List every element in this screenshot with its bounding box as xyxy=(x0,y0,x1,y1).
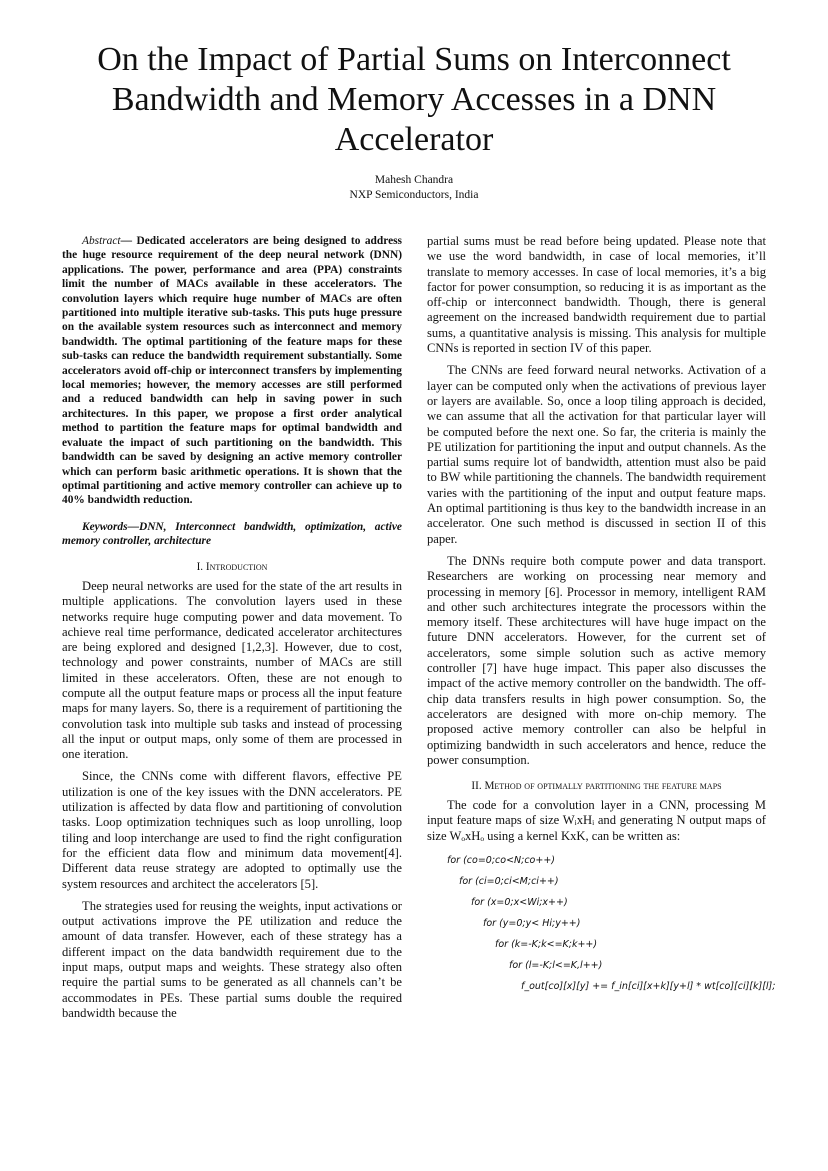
author-affiliation: NXP Semiconductors, India xyxy=(349,189,479,201)
method-paragraph: The code for a convolution layer in a CNN, processing M input feature maps of size WᵢxHᵢ and generating N output maps of size WₒxHₒ using a kernel KxK, can be written as: xyxy=(427,798,766,843)
code-line: for (y=0;y< Hi;y++) xyxy=(483,917,581,929)
code-listing xyxy=(427,850,776,997)
section-heading-method xyxy=(427,779,766,794)
section-title: Introduction xyxy=(205,560,268,573)
abstract-label: Abstract xyxy=(82,235,121,247)
keywords xyxy=(62,520,402,549)
body-paragraph: The CNNs are feed forward neural networks. Activation of a layer can be computed only when the activations of previous layer or layers are available. So, once a loop tiling approach is decided, we can assume that all the activation for that particular layer will be computed before the next one. So far, the criteria is mainly the PE utilization for partitioning the input and output channels. As the partial sums require lot of bandwidth, attention must also be paid to BW while partitioning the channels. The bandwidth requirement varies with the partitioning of the input and output feature maps. An optimal partitioning is thus key to the bandwidth increase in an accelerator. One such method is discussed in section II of this paper. xyxy=(427,363,766,546)
abstract-dash: — xyxy=(120,235,132,247)
keywords-label: Keywords— xyxy=(82,520,139,533)
code-line: f_out[co][x][y] += f_in[ci][x+k][y+l] * wt[co][ci][k][l]; xyxy=(521,980,776,992)
code-line: for (co=0;co<N;co++) xyxy=(447,854,555,866)
intro-paragraph: The strategies used for reusing the weights, input activations or output activations improve the PE utilization and reduce the amount of data transfer. However, each of these strategy has a different impact on the data bandwidth requirement due to the input maps, output maps and weights. These strategy also often require the partial sums to be generated as all channels can’t be accommodates in PEs. These partial sums double the required bandwidth because the xyxy=(62,898,402,1020)
body-paragraph: partial sums must be read before being updated. Please note that we use the word bandwidth, in case of local memories, it’ll translate to memory accesses. In case of local memories, it’s a big factor for power consumption, so reducing it is as important as the off-chip or interconnect bandwidth. Though, there is general agreement on the increased bandwidth requirement due to partial sums, a quantitative analysis is missing. This analysis for multiple CNNs is reported in section IV of this paper. xyxy=(427,234,766,356)
body-paragraph: The DNNs require both compute power and data transport. Researchers are working on processing near memory and processing in memory [6]. Processor in memory, intelligent RAM and other such architectures integrate the processors within the memory itself. These architectures will have huge impact on the future DNN accelerators. However, for the current set of accelerators, some simple solution such as active memory controller [7] have huge impact. This paper also discusses the impact of the active memory controller on the bandwidth. The off-chip data transfers results in high power consumption. So, the accelerators are designed with more on-chip memory. The proposed active memory controller can also be helpful in optimizing bandwidth in such accelerators and hence, reduce the power consumption. xyxy=(427,553,766,767)
code-line: for (x=0;x<Wi;x++) xyxy=(471,896,568,908)
right-column xyxy=(427,234,776,997)
abstract xyxy=(62,234,402,508)
section-title: Method of optimally partitioning the feature maps xyxy=(484,780,722,793)
section-number: II. xyxy=(471,780,482,793)
code-line: for (l=-K;l<=K,l++) xyxy=(509,959,603,971)
author-name: Mahesh Chandra xyxy=(374,174,454,186)
intro-paragraph: Deep neural networks are used for the state of the art results in multiple applications. The convolution layers used in these networks require huge computing power and data movement. To achieve real time performance, dedicated accelerator architectures are being explored and designed [1,2,3]. However, due to cost, technology and power constraints, number of MACs are still limited in these accelerators. Often, these are not enough to compute all the output feature maps or process all the input feature maps for many layers. So, there is a requirement of partitioning the convolution task into multiple sub tasks and instead of processing all the input or output maps, only some of them are processed in one iteration. xyxy=(62,578,402,762)
paper-title: On the Impact of Partial Sums on Interconnect Bandwidth and Memory Accesses in a DNN Accelerator xyxy=(97,41,731,158)
intro-paragraph: Since, the CNNs come with different flavors, effective PE utilization is one of the key issues with the DNN accelerators. PE utilization is affected by data flow and partitioning of convolution tasks. Loop optimization techniques such as loop unrolling, loop tiling and loop interchange are used to find the right configuration for the efficient data flow and minimum data movement[4]. Different data reuse strategy are adopted to optimally use the system resources and architect the accelerators [5]. xyxy=(62,769,402,891)
section-heading-introduction xyxy=(62,560,402,575)
code-line: for (k=-K;k<=K;k++) xyxy=(495,938,598,950)
left-column xyxy=(62,234,402,1021)
keywords-text: DNN, Interconnect bandwidth, optimization, active memory controller, architecture xyxy=(62,520,402,548)
section-number: I. xyxy=(196,560,204,573)
code-line: for (ci=0;ci<M;ci++) xyxy=(459,875,559,887)
abstract-text: Dedicated accelerators are being designed to address the huge resource requirement of the deep neural network (DNN) applications. The power, performance and area (PPA) constraints limit the number of MACs available in these accelerators. The convolution layers which require huge number of MACs are often partitioned into multiple iterative sub-tasks. This puts huge pressure on the available system resources such as interconnect and memory bandwidth. The optimal partitioning of the feature maps for these sub-tasks can reduce the bandwidth requirement substantially. Some accelerators avoid off-chip or interconnect transfers by implementing local memories; however, the memory accesses are still performed and a reduced bandwidth can help in saving power in such architectures. In this paper, we propose a first order analytical method to partition the feature maps for optimal bandwidth and evaluate the impact of such partitioning on the bandwidth. This bandwidth can be saved by designing an active memory controller which can perform basic arithmetic operations. It is shown that the optimal partitioning and active memory controller can achieve up to 40% bandwidth reduction. xyxy=(62,235,402,507)
